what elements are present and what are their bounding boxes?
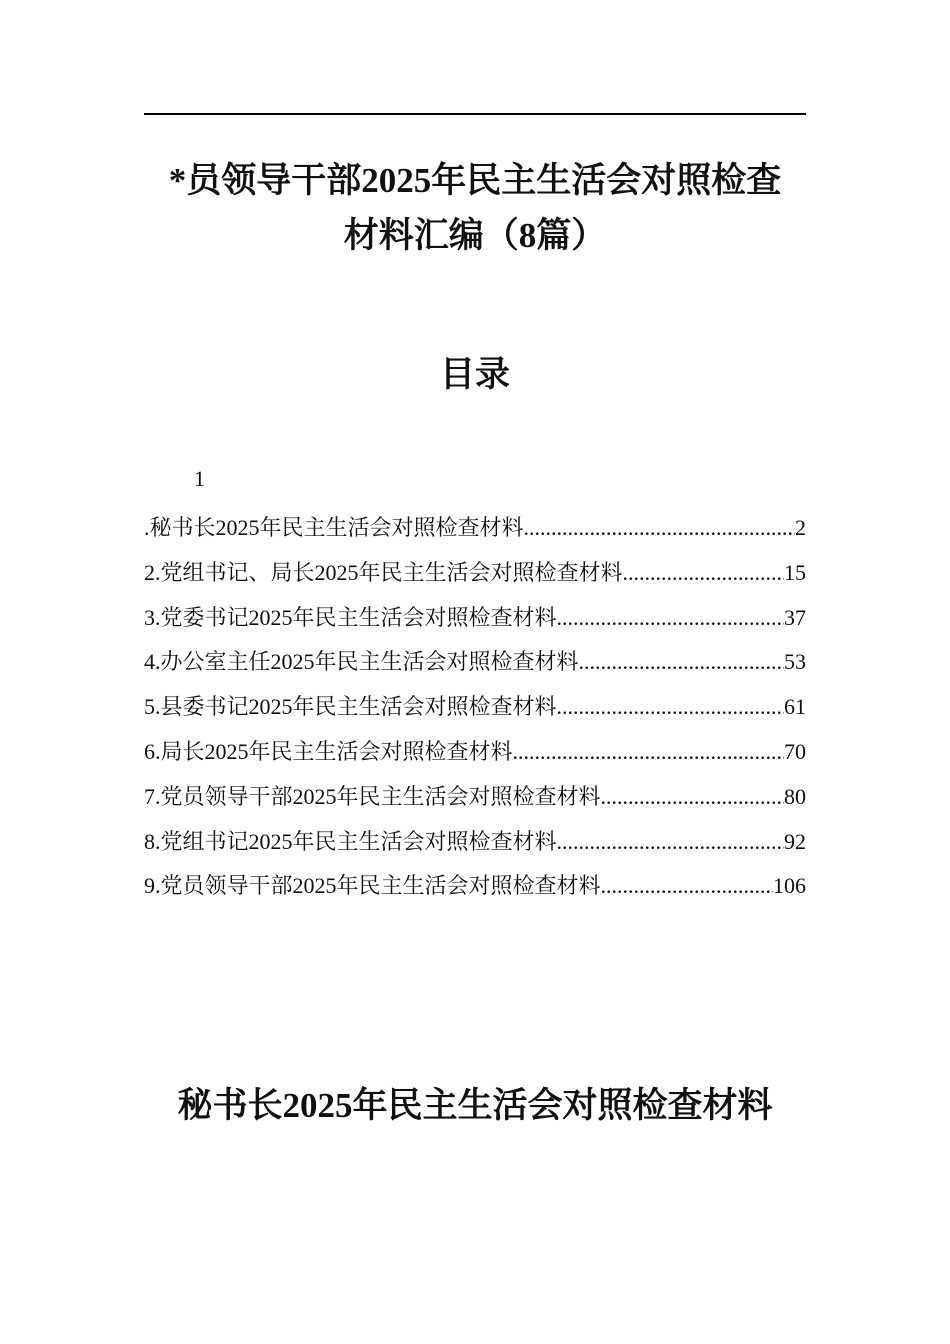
toc-entry-page: 61 bbox=[784, 694, 806, 720]
toc-heading: 目录 bbox=[439, 355, 510, 394]
toc-list-number: 1 bbox=[194, 466, 205, 491]
toc-entry-page: 106 bbox=[773, 873, 806, 899]
toc-entry-page: 37 bbox=[784, 604, 806, 630]
toc-entry-page: 53 bbox=[784, 649, 806, 675]
toc-entry-title: 8.党组书记2025年民主生活会对照检查材料 bbox=[144, 828, 557, 854]
toc-entry[interactable] bbox=[144, 640, 806, 685]
toc-entry[interactable] bbox=[144, 506, 806, 551]
toc-dot-leader bbox=[513, 730, 784, 775]
toc-entry[interactable] bbox=[144, 730, 806, 775]
toc-entry-title: 7.党员领导干部2025年民主生活会对照检查材料 bbox=[144, 783, 601, 809]
toc-entry-page: 70 bbox=[784, 738, 806, 764]
toc-dot-leader bbox=[623, 551, 784, 596]
toc-entry[interactable] bbox=[144, 775, 806, 820]
toc-entry-title: 5.县委书记2025年民主生活会对照检查材料 bbox=[144, 694, 557, 720]
header-rule bbox=[144, 113, 806, 115]
table-of-contents bbox=[144, 506, 806, 909]
section-title: 秘书长2025年民主生活会对照检查材料 bbox=[177, 1086, 773, 1125]
toc-entry-page: 80 bbox=[784, 783, 806, 809]
toc-dot-leader bbox=[601, 864, 773, 909]
toc-entry[interactable] bbox=[144, 685, 806, 730]
toc-dot-leader bbox=[579, 640, 784, 685]
toc-dot-leader bbox=[524, 506, 795, 551]
toc-entry-page: 15 bbox=[784, 559, 806, 585]
toc-entry[interactable] bbox=[144, 596, 806, 641]
toc-entry-page: 92 bbox=[784, 828, 806, 854]
toc-entry-page: 2 bbox=[795, 515, 806, 540]
toc-entry[interactable] bbox=[144, 820, 806, 865]
toc-entry-title: .秘书长2025年民主生活会对照检查材料 bbox=[144, 515, 524, 540]
toc-entry-title: 4.办公室主任2025年民主生活会对照检查材料 bbox=[144, 649, 579, 675]
toc-entry[interactable] bbox=[144, 864, 806, 909]
toc-entry-title: 3.党委书记2025年民主生活会对照检查材料 bbox=[144, 604, 557, 630]
toc-dot-leader bbox=[557, 685, 784, 730]
toc-dot-leader bbox=[557, 820, 784, 865]
toc-dot-leader bbox=[557, 596, 784, 641]
toc-entry-title: 2.党组书记、局长2025年民主生活会对照检查材料 bbox=[144, 559, 623, 585]
toc-entry-title: 6.局长2025年民主生活会对照检查材料 bbox=[144, 738, 513, 764]
document-title-line-1: *员领导干部2025年民主生活会对照检查 bbox=[168, 161, 782, 200]
toc-entry[interactable] bbox=[144, 551, 806, 596]
document-title-line-2: 材料汇编（8篇） bbox=[343, 216, 607, 255]
toc-entry-title: 9.党员领导干部2025年民主生活会对照检查材料 bbox=[144, 873, 601, 899]
toc-dot-leader bbox=[601, 775, 784, 820]
